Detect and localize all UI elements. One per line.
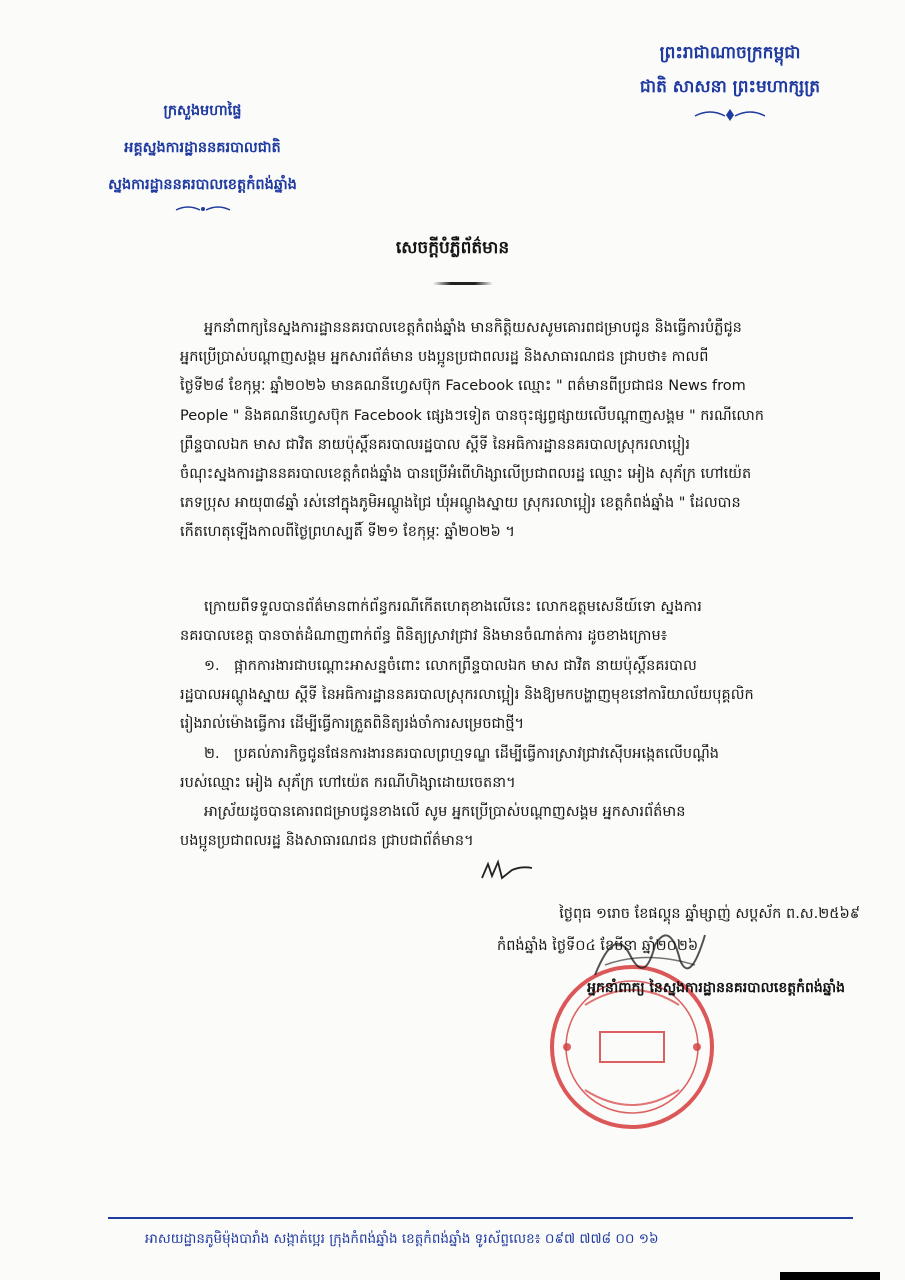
place-date: កំពង់ឆ្នាំង ថ្ងៃទី០៤ ខែមីនា ឆ្នាំ២០២៦ — [497, 938, 699, 954]
text-line: People " និងគណនីហ្វេសប៊ុក Facebook ផ្សេងៗទៀត បានចុះផ្សព្វផ្សាយលើបណ្តាញសង្គម " ករណីលោក — [180, 407, 764, 424]
text-line: អ្នកនាំពាក្យនៃស្នងការដ្ឋាននគរបាលខេត្តកំពង់ឆ្នាំង មានកិត្តិយសសូមគោរពជម្រាបជូន និងធ្វើការបំភ្លឺជូន — [204, 320, 742, 336]
kingdom-line-2: ជាតិ សាសនា ព្រះមហាក្សត្រ — [639, 77, 821, 97]
ministry-line-3: ស្នងការដ្ឋាននគរបាលខេត្តកំពង់ឆ្នាំង — [108, 176, 297, 193]
lunar-date: ថ្ងៃពុធ ១រោច ខែផល្គុន ឆ្នាំម្សាញ់ សប្តស័ក ព.ស.២៥៦៩ — [559, 906, 860, 922]
handwritten-mark-icon — [478, 856, 538, 888]
text-line: ចំណុះស្នងការដ្ឋាននគរបាលខេត្តកំពង់ឆ្នាំង បានប្រើអំពើហិង្សាលើប្រជាពលរដ្ឋ ឈ្មោះ អៀង សុភ័ក្រ ហៅយ៉េត — [180, 466, 752, 483]
text-line: អាស្រ័យដូចបានគោរពជម្រាបជូនខាងលើ សូម អ្នកប្រើប្រាស់បណ្តាញសង្គម អ្នកសារព័ត៌មាន — [204, 804, 686, 820]
ministry-line-1: ក្រសួងមហាផ្ទៃ — [163, 102, 242, 119]
paragraph-1 — [180, 314, 820, 548]
document-title: សេចក្តីបំភ្លឺព័ត៌មាន — [395, 238, 510, 258]
item-text: ប្រគល់ភារកិច្ចជូនផែនការងារនគរបាលព្រហ្មទណ្ឌ ដើម្បីធ្វើការស្រាវជ្រាវស៊ើបអង្កេតលើបណ្តឹង — [234, 746, 719, 762]
paragraph-3 — [180, 798, 820, 856]
text-line — [180, 652, 820, 681]
item-text: ផ្អាកការងារជាបណ្តោះអាសន្នចំពោះ លោកព្រឹន្ទបាលឯក មាស ជាវិត នាយប៉ុស្តិ៍នគរបាល — [234, 658, 697, 674]
text-line: រៀងរាល់ម៉ោងធ្វើការ ដើម្បីធ្វើការត្រួតពិនិត្យរង់ចាំការសម្រេចជាថ្មី។ — [180, 716, 525, 733]
ministry-header — [95, 92, 310, 220]
text-line — [180, 740, 820, 769]
footer-address: អាសយដ្ឋានភូមិម៉ុងបារាំង សង្កាត់ប្អេរ ក្រុងកំពង់ឆ្នាំង ខេត្តកំពង់ឆ្នាំង ទូរស័ព្ទលេខ៖ ០៩៧ ៧៧៨ ០០ ១៦ — [145, 1231, 659, 1247]
kingdom-header — [610, 36, 850, 129]
text-line: របស់ឈ្មោះ អៀង សុភ័ក្រ ហៅយ៉េត ករណីហិង្សាដោយចេតនា។ — [180, 775, 516, 792]
text-line: បងប្អូនប្រជាពលរដ្ឋ និងសាធារណជន ជ្រាបជាព័ត៌មាន។ — [180, 833, 474, 850]
ministry-line-2: អគ្គស្នងការដ្ឋាននគរបាលជាតិ — [124, 139, 281, 156]
signatory-title: អ្នកនាំពាក្យ នៃស្នងការដ្ឋាននគរបាលខេត្តកំពង់ឆ្នាំង — [587, 980, 845, 996]
header-ornament-icon — [610, 106, 850, 129]
text-line: ថ្ងៃទី២៨ ខែកុម្ភៈ ឆ្នាំ២០២៦ មានគណនីហ្វេសប៊ុក Facebook ឈ្មោះ " ពត៌មានពីប្រជាជន News from — [180, 378, 746, 395]
kingdom-line-1: ព្រះរាជាណាចក្រកម្ពុជា — [659, 43, 801, 63]
title-divider — [433, 282, 493, 285]
list-item-2 — [180, 740, 820, 798]
footer-divider — [108, 1217, 853, 1219]
text-line: កើតហេតុឡើងកាលពីថ្ងៃព្រហស្បតិ៍ ទី២១ ខែកុម្ភៈ ឆ្នាំ២០២៦ ។ — [180, 524, 515, 541]
text-line: ព្រឹន្ទបាលឯក មាស ជាវិត នាយប៉ុស្តិ៍នគរបាលរដ្ឋបាល ស្តីទី នៃអធិការដ្ឋាននគរបាលស្រុករលាប្អៀរ — [180, 436, 691, 453]
text-line: រដ្ឋបាលអណ្តូងស្នាយ ស្តីទី នៃអធិការដ្ឋាននគរបាលស្រុករលាប្អៀរ និងឱ្យមកបង្ហាញមុខនៅការិយាល័យបុគ្គលិក — [180, 687, 754, 704]
text-line: អ្នកប្រើប្រាស់បណ្តាញសង្គម អ្នកសារព័ត៌មាន បងប្អូនប្រជាពលរដ្ឋ និងសាធារណជន ជ្រាបថា៖ កាលពី — [180, 349, 709, 366]
list-item-1 — [180, 652, 820, 740]
item-number: ១. — [204, 658, 220, 674]
text-line: ក្រោយពីទទួលបានព័ត៌មានពាក់ព័ន្ធករណីកើតហេតុខាងលើនេះ លោកឧត្តមសេនីយ៍ទោ ស្នងការ — [204, 599, 702, 615]
text-line: ភេទប្រុស អាយុ៣៨ឆ្នាំ រស់នៅក្នុងភូមិអណ្តូងជ្រៃ ឃុំអណ្តូងស្នាយ ស្រុករលាប្អៀរ ខេត្តកំពង់ឆ្នាំង " ដែលបាន — [180, 495, 741, 512]
scan-edge-bar — [780, 1272, 880, 1280]
item-number: ២. — [204, 746, 220, 762]
paragraph-2 — [180, 593, 820, 651]
text-line: នគរបាលខេត្ត បានចាត់ដំណាញពាក់ព័ន្ធ ពិនិត្យស្រាវជ្រាវ និងមានចំណាត់ការ ដូចខាងក្រោម៖ — [180, 628, 668, 645]
ministry-ornament-icon — [95, 203, 310, 220]
